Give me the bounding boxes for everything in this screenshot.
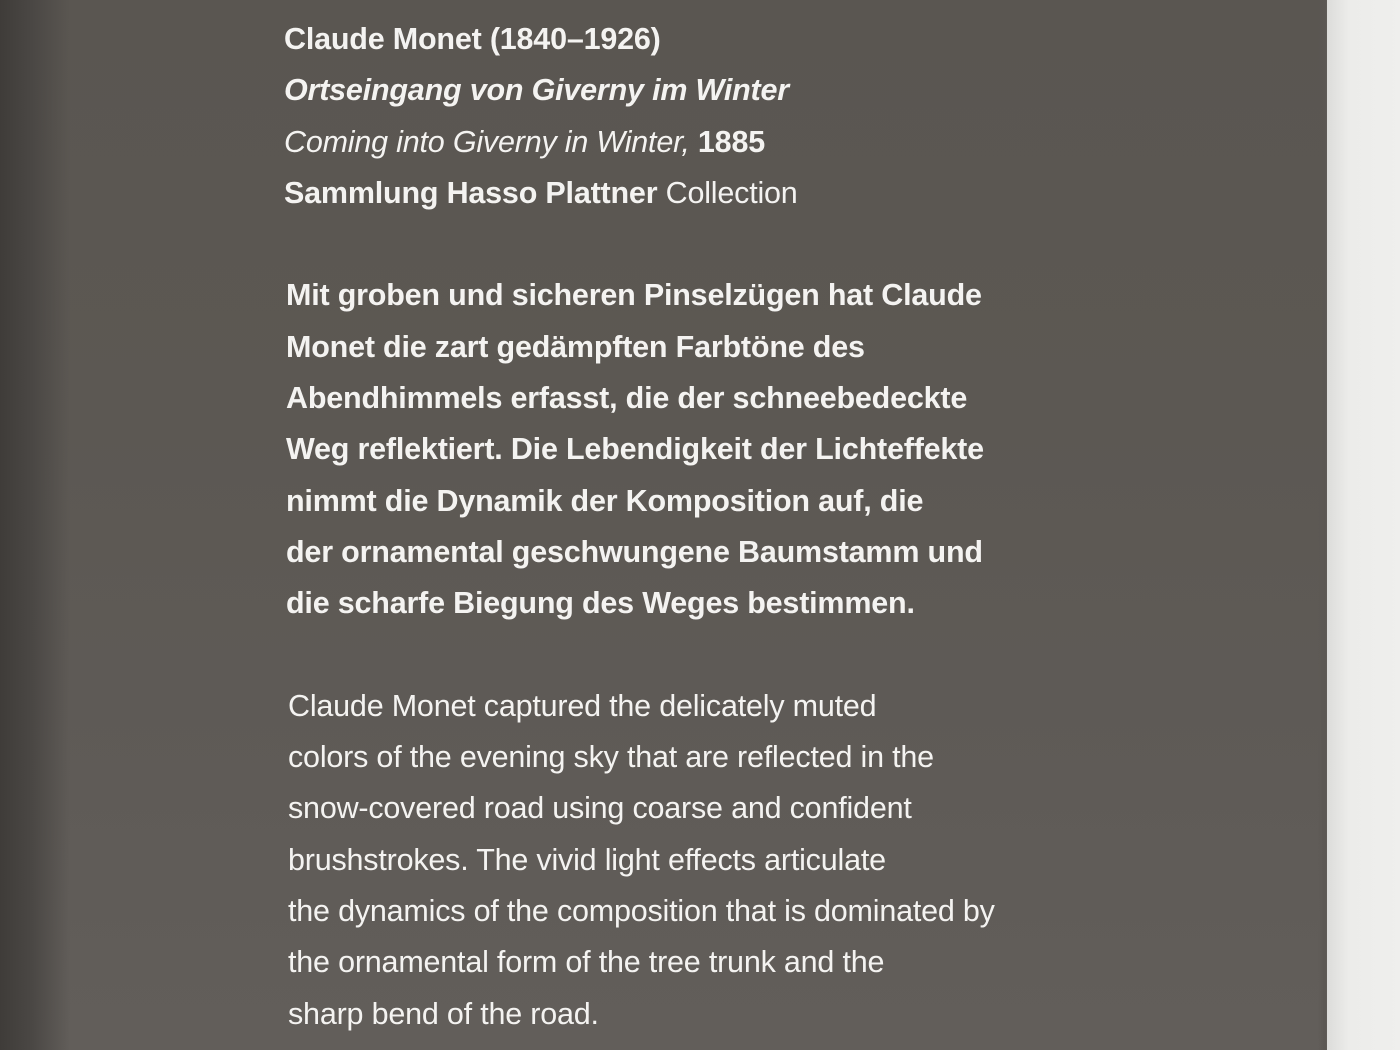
english-line: colors of the evening sky that are reflected in the — [288, 740, 934, 775]
german-line: Weg reflektiert. Die Lebendigkeit der Lichteffekte — [286, 432, 984, 467]
title-english-line — [284, 117, 1164, 168]
german-line: Mit groben und sicheren Pinselzügen hat Claude — [286, 278, 982, 313]
english-line: snow-covered road using coarse and confident — [288, 791, 912, 826]
spacer — [284, 219, 1164, 270]
english-description — [284, 681, 1164, 1040]
english-line: Claude Monet captured the delicately muted — [288, 688, 877, 723]
english-line: the dynamics of the composition that is dominated by — [288, 894, 995, 929]
collection-line — [284, 168, 1164, 219]
english-line: the ornamental form of the tree trunk and the — [288, 945, 885, 980]
collection-english: Collection — [665, 175, 798, 210]
title-english: Coming into Giverny in Winter, — [284, 124, 690, 159]
title-german: Ortseingang von Giverny im Winter — [284, 73, 789, 108]
label-text — [284, 14, 1164, 1040]
wall-background — [1327, 0, 1400, 1050]
artist-name: Claude Monet (1840–1926) — [284, 22, 661, 56]
collection-german: Sammlung Hasso Plattner — [284, 175, 658, 210]
spacer — [284, 630, 1164, 681]
german-line: der ornamental geschwungene Baumstamm und — [286, 534, 983, 569]
german-line: Abendhimmels erfasst, die der schneebedeckte — [286, 381, 968, 416]
english-line: brushstrokes. The vivid light effects articulate — [288, 842, 886, 877]
english-line: sharp bend of the road. — [288, 996, 599, 1031]
german-line: nimmt die Dynamik der Komposition auf, die — [286, 483, 924, 518]
german-description — [284, 270, 1164, 629]
panel-shadow — [0, 0, 70, 1050]
artwork-year: 1885 — [697, 124, 765, 159]
german-line: die scharfe Biegung des Weges bestimmen. — [286, 586, 915, 621]
german-line: Monet die zart gedämpften Farbtöne des — [286, 329, 865, 364]
